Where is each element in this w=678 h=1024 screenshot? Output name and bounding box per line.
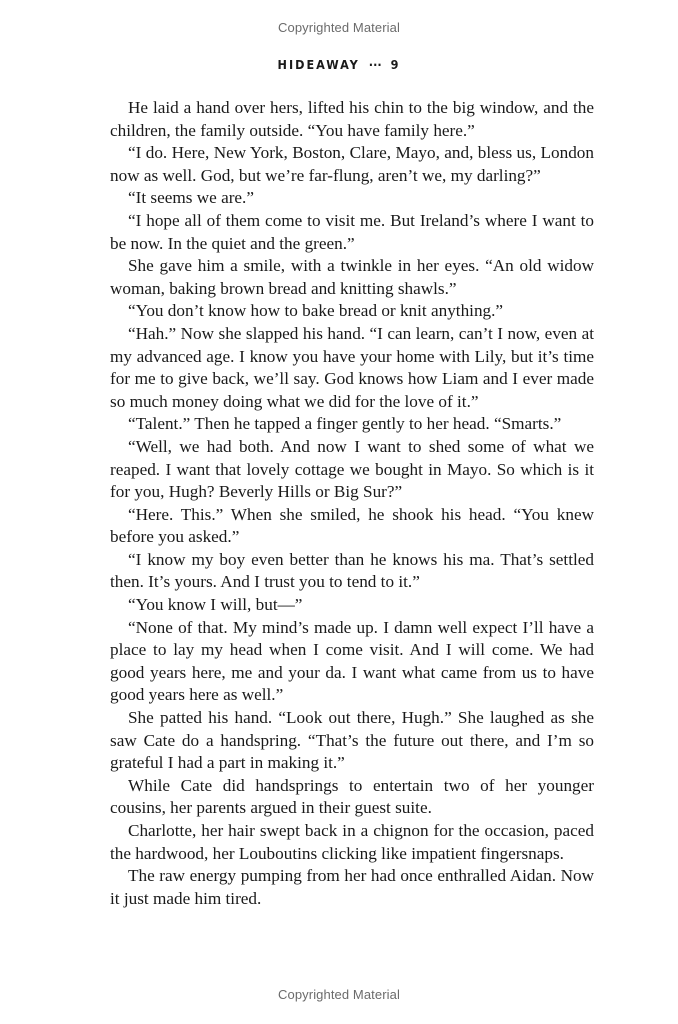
book-title: HIDEAWAY — [277, 57, 360, 72]
page-number: 9 — [390, 57, 401, 72]
paragraph: “Here. This.” When she smiled, he shook his head. “You knew before you asked.” — [110, 504, 594, 547]
paragraph: “Talent.” Then he tapped a finger gently to her head. “Smarts.” — [128, 414, 562, 434]
paragraph: “It seems we are.” — [128, 188, 254, 208]
paragraph: “I know my boy even better than he knows his ma. That’s settled then. It’s yours. And I trust you to tend to it.” — [110, 549, 594, 592]
copyright-watermark-top: Copyrighted Material — [278, 20, 400, 35]
copyright-watermark-bottom: Copyrighted Material — [278, 987, 400, 1002]
body-text — [110, 97, 594, 910]
paragraph: “You don’t know how to bake bread or knit anything.” — [128, 301, 504, 321]
paragraph: She gave him a smile, with a twinkle in her eyes. “An old widow woman, baking brown bread and knitting shawls.” — [110, 256, 594, 298]
header-separator: ··· — [368, 57, 382, 72]
paragraph: “None of that. My mind’s made up. I damn well expect I’ll have a place to lay my head when I come visit. And I will come. We had good years here, me and your da. I want what came from us to have good years here as well.” — [110, 617, 594, 705]
running-head — [0, 57, 678, 72]
paragraph: Charlotte, her hair swept back in a chignon for the occasion, paced the hardwood, her Louboutins clicking like impatient fingersnaps. — [110, 821, 594, 863]
paragraph: “I hope all of them come to visit me. But Ireland’s where I want to be now. In the quiet and the green.” — [110, 210, 594, 253]
paragraph: “I do. Here, New York, Boston, Clare, Mayo, and, bless us, London now as well. God, but we’re far-flung, aren’t we, my darling?” — [110, 143, 594, 185]
paragraph: She patted his hand. “Look out there, Hugh.” She laughed as she saw Cate do a handspring. “That’s the future out there, and I’m so grateful I had a part in making it.” — [110, 708, 594, 773]
paragraph: While Cate did handsprings to entertain two of her younger cousins, her parents argued in their guest suite. — [110, 775, 594, 818]
paragraph: “Well, we had both. And now I want to shed some of what we reaped. I want that lovely cottage we bought in Mayo. So which is it for you, Hugh? Beverly Hills or Big Sur?” — [110, 436, 594, 502]
paragraph: “Hah.” Now she slapped his hand. “I can learn, can’t I now, even at my advanced age. I know you have your home with Lily, but it’s time for me to give back, we’ll say. God knows how Liam and I ever made so much money doing what we did for the love of it.” — [110, 323, 594, 411]
paragraph: “You know I will, but—” — [128, 595, 303, 615]
paragraph: He laid a hand over hers, lifted his chin to the big window, and the children, the family outside. “You have family here.” — [110, 98, 594, 140]
paragraph: The raw energy pumping from her had once enthralled Aidan. Now it just made him tired. — [110, 866, 594, 908]
